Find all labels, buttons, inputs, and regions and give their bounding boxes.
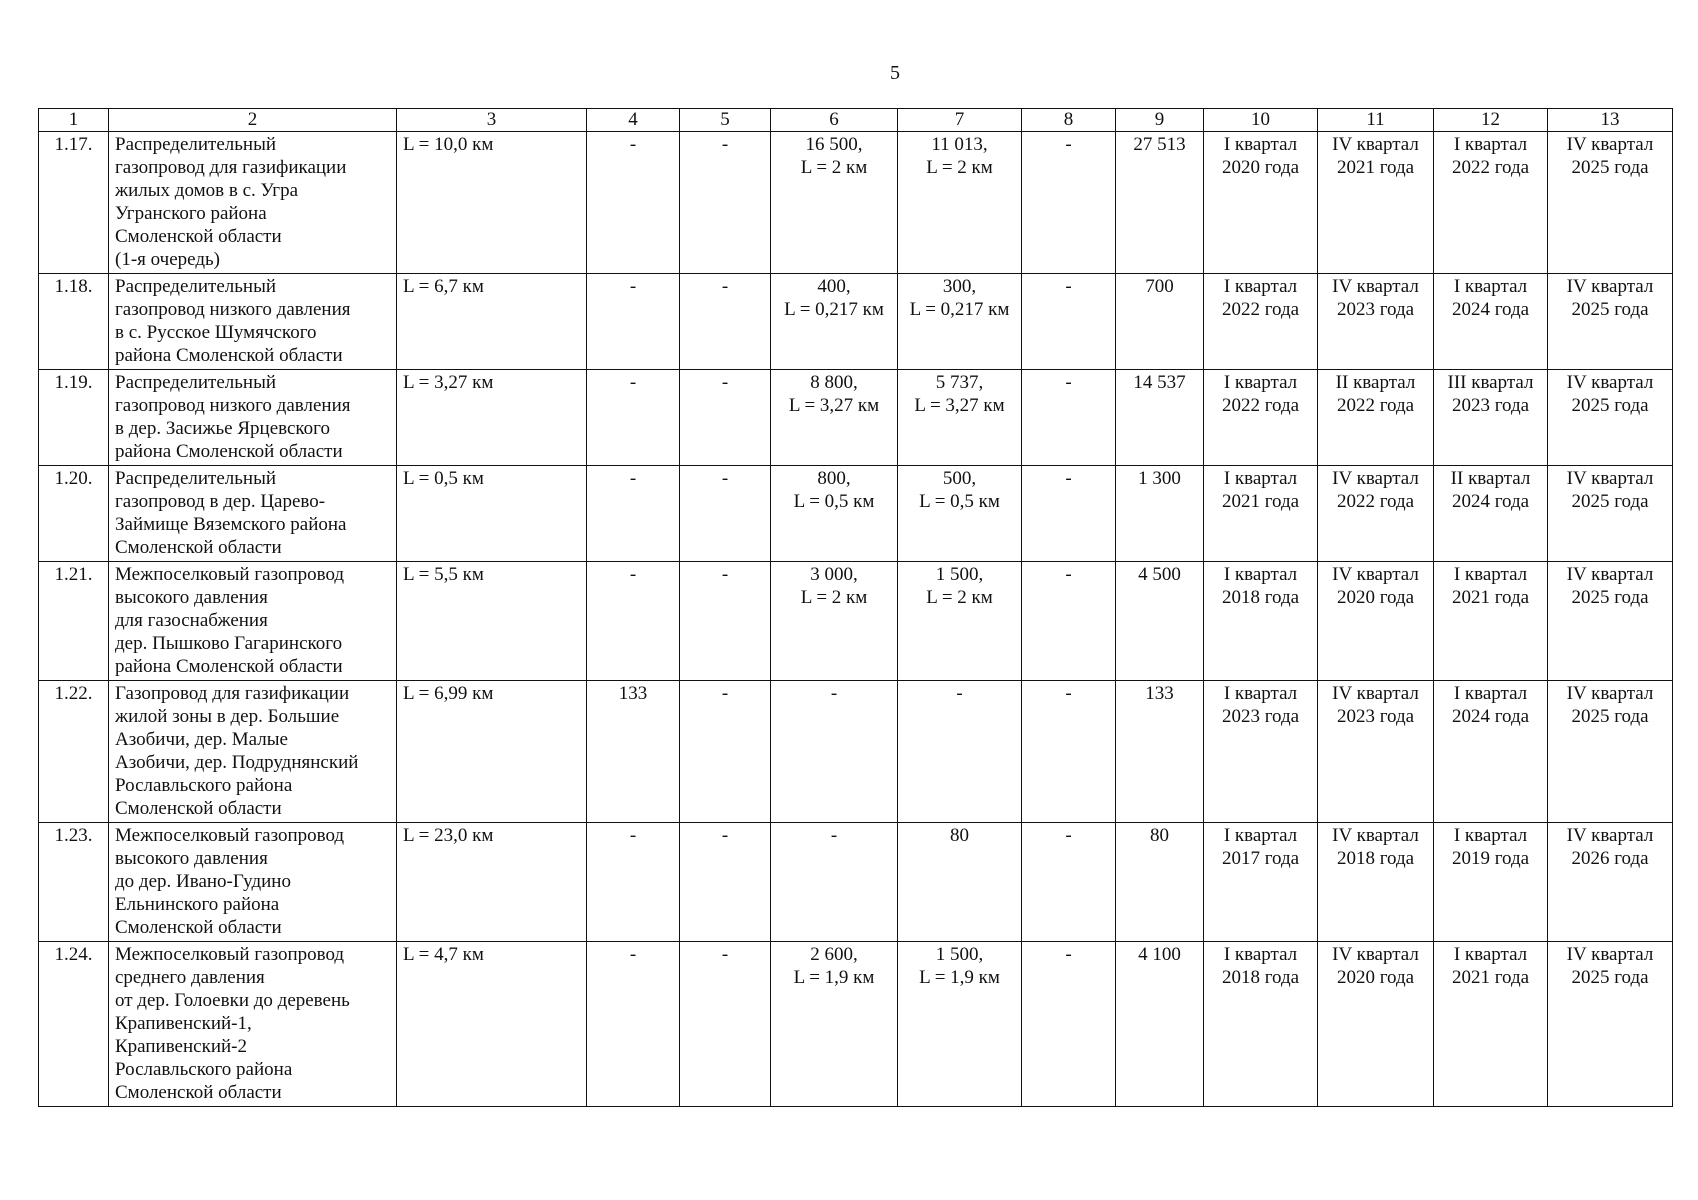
col-7-value-line: - [956, 683, 963, 704]
design-end [1318, 681, 1434, 823]
object-name [109, 823, 397, 942]
object-name-line: Займище Вяземского района [115, 514, 347, 535]
construction-end-line: 2025 года [1571, 967, 1649, 988]
col-4-value: - [587, 823, 680, 942]
object-name [109, 681, 397, 823]
object-name-line: от дер. Голоевки до деревень [115, 990, 350, 1011]
design-start-line: I квартал [1223, 825, 1298, 846]
construction-start-line: 2023 года [1451, 395, 1530, 416]
col-4-value: - [587, 274, 680, 370]
object-name-line: Распределительный [115, 468, 277, 489]
design-end-line: IV квартал [1332, 276, 1419, 297]
col-8-value: - [1022, 823, 1116, 942]
construction-end [1548, 466, 1673, 562]
row-number: 1.24. [39, 942, 109, 1107]
design-start-line: 2022 года [1221, 395, 1300, 416]
design-end [1318, 562, 1434, 681]
col-6-value [771, 681, 898, 823]
construction-start-line: I квартал [1453, 134, 1528, 155]
construction-end-line: IV квартал [1566, 683, 1654, 704]
row-number: 1.22. [39, 681, 109, 823]
col-7-value-line: 1 500, [935, 564, 984, 585]
object-name-line: района Смоленской области [115, 345, 343, 366]
col-8-value: - [1022, 274, 1116, 370]
object-name-line: для газоснабжения [115, 610, 268, 631]
table-row [39, 466, 1673, 562]
col-6-value-line: L = 0,5 км [793, 491, 875, 512]
object-name-line: Распределительный [115, 372, 277, 393]
construction-start-line: I квартал [1453, 564, 1528, 585]
construction-end-line: 2025 года [1571, 395, 1649, 416]
col-6-value-line: L = 1,9 км [793, 967, 875, 988]
construction-start [1434, 274, 1548, 370]
design-end-line: 2023 года [1336, 299, 1415, 320]
col-5-value: - [680, 823, 771, 942]
design-start-line: 2018 года [1221, 587, 1300, 608]
object-name-line: Распределительный [115, 134, 277, 155]
object-name-line: Угранского района [115, 203, 267, 224]
object-name-line: района Смоленской области [115, 441, 343, 462]
col-6-value [771, 823, 898, 942]
design-start-line: 2023 года [1221, 706, 1300, 727]
construction-start-line: 2024 года [1451, 706, 1530, 727]
col-7-value-line: 500, [942, 468, 977, 489]
object-name-line: Газопровод для газификации [115, 683, 350, 704]
table-row [39, 942, 1673, 1107]
construction-end-line: 2026 года [1571, 848, 1649, 869]
object-name [109, 942, 397, 1107]
design-start-line: I квартал [1223, 134, 1298, 155]
object-name-line: газопровод низкого давления [115, 395, 351, 416]
pipeline-length: L = 4,7 км [397, 942, 587, 1107]
col-7-value [898, 370, 1022, 466]
col-8-value: - [1022, 681, 1116, 823]
object-name-line: Азобичи, дер. Малые [115, 729, 288, 750]
construction-start [1434, 942, 1548, 1107]
pipeline-length: L = 6,7 км [397, 274, 587, 370]
construction-start-line: I квартал [1453, 944, 1528, 965]
object-name-line: Смоленской области [115, 1082, 282, 1103]
col-7-value [898, 562, 1022, 681]
col-7-value [898, 942, 1022, 1107]
col-6-value [771, 942, 898, 1107]
object-name [109, 132, 397, 274]
col-6-value-line: 8 800, [810, 372, 858, 393]
col-6-value-line: 800, [817, 468, 851, 489]
construction-start-line: 2021 года [1451, 967, 1530, 988]
col-7-value-line: 5 737, [935, 372, 984, 393]
col-5-value: - [680, 942, 771, 1107]
row-number: 1.18. [39, 274, 109, 370]
object-name-line: Распределительный [115, 276, 277, 297]
construction-end-line: IV квартал [1566, 276, 1654, 297]
col-4-value: - [587, 562, 680, 681]
object-name-line: Азобичи, дер. Подруднянский [115, 752, 359, 773]
col-6-value-line: - [830, 683, 838, 704]
column-number-row [39, 109, 1673, 132]
construction-end-line: IV квартал [1566, 372, 1654, 393]
object-name-line: дер. Пышково Гагаринского [115, 633, 343, 654]
col-7-value [898, 466, 1022, 562]
design-end-line: IV квартал [1332, 134, 1419, 155]
design-end-line: 2020 года [1336, 967, 1415, 988]
construction-start [1434, 466, 1548, 562]
pipeline-length: L = 6,99 км [397, 681, 587, 823]
object-name-line: района Смоленской области [115, 656, 343, 677]
pipeline-length: L = 3,27 км [397, 370, 587, 466]
col-7-value-line: 80 [950, 825, 969, 846]
object-name-line: Крапивенский-1, [115, 1013, 252, 1034]
construction-start [1434, 823, 1548, 942]
design-start [1204, 466, 1318, 562]
table-row [39, 681, 1673, 823]
construction-start [1434, 681, 1548, 823]
col-7-value [898, 132, 1022, 274]
col-8-value: - [1022, 132, 1116, 274]
design-start-line: I квартал [1223, 683, 1298, 704]
col-6-value [771, 562, 898, 681]
design-end-line: II квартал [1335, 372, 1416, 393]
object-name-line: газопровод низкого давления [115, 299, 351, 320]
design-end [1318, 274, 1434, 370]
design-start-line: 2018 года [1221, 967, 1300, 988]
object-name-line: Рославльского района [115, 1059, 293, 1080]
column-number-10: 10 [1204, 109, 1318, 132]
column-number-1: 1 [39, 109, 109, 132]
object-name-line: в с. Русское Шумячского [115, 322, 317, 343]
object-name-line: жилых домов в с. Угра [115, 180, 299, 201]
design-start-line: I квартал [1223, 944, 1298, 965]
design-end [1318, 370, 1434, 466]
table-row [39, 274, 1673, 370]
design-start [1204, 823, 1318, 942]
design-end-line: IV квартал [1332, 683, 1419, 704]
design-end-line: 2023 года [1336, 706, 1415, 727]
col-5-value: - [680, 466, 771, 562]
object-name-line: Рославльского района [115, 775, 293, 796]
col-6-value [771, 132, 898, 274]
col-8-value: - [1022, 942, 1116, 1107]
object-name-line: Смоленской области [115, 226, 282, 247]
page-number: 5 [890, 62, 900, 84]
col-8-value: - [1022, 562, 1116, 681]
total-value: 700 [1116, 274, 1204, 370]
pipeline-length: L = 0,5 км [397, 466, 587, 562]
construction-end [1548, 942, 1673, 1107]
col-6-value-line: 16 500, [805, 134, 863, 155]
object-name-line: Смоленской области [115, 917, 282, 938]
row-number: 1.17. [39, 132, 109, 274]
design-start [1204, 274, 1318, 370]
object-name-line: (1-я очередь) [115, 249, 220, 270]
table-body [39, 132, 1673, 1107]
design-end-line: IV квартал [1332, 944, 1419, 965]
pipeline-length: L = 23,0 км [397, 823, 587, 942]
design-end-line: 2022 года [1336, 491, 1415, 512]
object-name-line: жилой зоны в дер. Большие [115, 706, 340, 727]
design-start-line: 2017 года [1221, 848, 1300, 869]
col-6-value-line: 400, [817, 276, 851, 297]
total-value: 4 100 [1116, 942, 1204, 1107]
construction-start-line: I квартал [1453, 683, 1528, 704]
column-number-4: 4 [587, 109, 680, 132]
design-start [1204, 942, 1318, 1107]
object-name-line: до дер. Ивано-Гудино [115, 871, 291, 892]
col-7-value-line: L = 3,27 км [914, 395, 1005, 416]
construction-start [1434, 132, 1548, 274]
design-end-line: IV квартал [1332, 564, 1419, 585]
object-name-line: газопровод в дер. Царево- [115, 491, 326, 512]
construction-end [1548, 370, 1673, 466]
construction-end [1548, 274, 1673, 370]
column-number-7: 7 [898, 109, 1022, 132]
construction-end [1548, 823, 1673, 942]
object-name-line: Крапивенский-2 [115, 1036, 247, 1057]
col-7-value-line: 1 500, [935, 944, 984, 965]
column-number-8: 8 [1022, 109, 1116, 132]
design-end-line: 2020 года [1336, 587, 1415, 608]
object-name-line: газопровод для газификации [115, 157, 347, 178]
row-number: 1.23. [39, 823, 109, 942]
object-name-line: Межпоселковый газопровод [115, 564, 345, 585]
col-6-value [771, 370, 898, 466]
design-end [1318, 942, 1434, 1107]
construction-start-line: 2019 года [1451, 848, 1530, 869]
construction-start-line: 2024 года [1451, 491, 1530, 512]
construction-start-line: II квартал [1450, 468, 1531, 489]
design-end-line: IV квартал [1332, 825, 1419, 846]
col-7-value-line: L = 0,217 км [909, 299, 1010, 320]
design-end-line: 2021 года [1336, 157, 1415, 178]
column-number-5: 5 [680, 109, 771, 132]
col-5-value: - [680, 132, 771, 274]
construction-start-line: I квартал [1453, 276, 1528, 297]
column-number-2: 2 [109, 109, 397, 132]
object-name-line: Ельнинского района [115, 894, 280, 915]
object-name-line: Смоленской области [115, 537, 282, 558]
table-row [39, 823, 1673, 942]
row-number: 1.19. [39, 370, 109, 466]
column-number-6: 6 [771, 109, 898, 132]
total-value: 133 [1116, 681, 1204, 823]
col-5-value: - [680, 562, 771, 681]
object-name-line: Межпоселковый газопровод [115, 825, 345, 846]
design-start-line: 2021 года [1221, 491, 1300, 512]
col-6-value-line: L = 3,27 км [788, 395, 880, 416]
object-name-line: в дер. Засижье Ярцевского [115, 418, 331, 439]
construction-start-line: I квартал [1453, 825, 1528, 846]
col-4-value: 133 [587, 681, 680, 823]
design-start [1204, 681, 1318, 823]
column-number-13: 13 [1548, 109, 1673, 132]
construction-end [1548, 562, 1673, 681]
col-7-value-line: 11 013, [931, 134, 988, 155]
object-name [109, 562, 397, 681]
col-8-value: - [1022, 466, 1116, 562]
row-number: 1.21. [39, 562, 109, 681]
total-value: 14 537 [1116, 370, 1204, 466]
design-start-line: I квартал [1223, 372, 1298, 393]
col-4-value: - [587, 466, 680, 562]
construction-end-line: 2025 года [1571, 299, 1649, 320]
col-6-value [771, 466, 898, 562]
col-7-value-line: L = 0,5 км [919, 491, 1000, 512]
col-6-value-line: L = 2 км [800, 157, 868, 178]
construction-end-line: IV квартал [1566, 825, 1654, 846]
col-8-value: - [1022, 370, 1116, 466]
design-end-line: 2022 года [1336, 395, 1415, 416]
object-name-line: высокого давления [115, 848, 268, 869]
object-name [109, 370, 397, 466]
design-end [1318, 132, 1434, 274]
total-value: 80 [1116, 823, 1204, 942]
design-start [1204, 562, 1318, 681]
construction-end [1548, 132, 1673, 274]
design-start [1204, 132, 1318, 274]
col-4-value: - [587, 132, 680, 274]
construction-end-line: 2025 года [1571, 706, 1649, 727]
object-name [109, 466, 397, 562]
object-name [109, 274, 397, 370]
design-end-line: 2018 года [1336, 848, 1415, 869]
construction-end-line: IV квартал [1566, 134, 1654, 155]
column-number-11: 11 [1318, 109, 1434, 132]
col-6-value-line: L = 2 км [800, 587, 868, 608]
table-row [39, 562, 1673, 681]
col-6-value-line: 3 000, [810, 564, 858, 585]
construction-start-line: III квартал [1447, 372, 1534, 393]
col-6-value-line: L = 0,217 км [784, 299, 884, 320]
col-7-value [898, 823, 1022, 942]
col-6-value [771, 274, 898, 370]
pipeline-length: L = 5,5 км [397, 562, 587, 681]
col-4-value: - [587, 370, 680, 466]
construction-end-line: IV квартал [1566, 564, 1654, 585]
col-7-value [898, 681, 1022, 823]
object-name-line: высокого давления [115, 587, 268, 608]
construction-end [1548, 681, 1673, 823]
col-6-value-line: - [830, 825, 838, 846]
pipeline-length: L = 10,0 км [397, 132, 587, 274]
design-start [1204, 370, 1318, 466]
construction-end-line: IV квартал [1566, 468, 1654, 489]
column-number-3: 3 [397, 109, 587, 132]
total-value: 4 500 [1116, 562, 1204, 681]
object-name-line: Смоленской области [115, 798, 282, 819]
col-7-value-line: 300, [942, 276, 977, 297]
design-end [1318, 466, 1434, 562]
object-name-line: Межпоселковый газопровод [115, 944, 345, 965]
col-5-value: - [680, 274, 771, 370]
design-start-line: I квартал [1223, 276, 1298, 297]
col-7-value-line: L = 2 км [926, 587, 993, 608]
column-number-12: 12 [1434, 109, 1548, 132]
design-start-line: 2020 года [1221, 157, 1300, 178]
row-number: 1.20. [39, 466, 109, 562]
construction-start-line: 2024 года [1451, 299, 1530, 320]
column-number-9: 9 [1116, 109, 1204, 132]
total-value: 27 513 [1116, 132, 1204, 274]
construction-end-line: 2025 года [1571, 157, 1649, 178]
col-5-value: - [680, 681, 771, 823]
design-start-line: 2022 года [1221, 299, 1300, 320]
col-7-value-line: L = 2 км [926, 157, 993, 178]
construction-start [1434, 562, 1548, 681]
construction-end-line: IV квартал [1566, 944, 1654, 965]
col-4-value: - [587, 942, 680, 1107]
construction-start [1434, 370, 1548, 466]
construction-end-line: 2025 года [1571, 587, 1649, 608]
design-start-line: I квартал [1223, 468, 1298, 489]
design-end-line: IV квартал [1332, 468, 1419, 489]
gas-pipeline-table [38, 108, 1673, 1107]
col-5-value: - [680, 370, 771, 466]
construction-start-line: 2021 года [1451, 587, 1530, 608]
table-row [39, 132, 1673, 274]
col-7-value [898, 274, 1022, 370]
col-7-value-line: L = 1,9 км [919, 967, 1000, 988]
construction-start-line: 2022 года [1451, 157, 1530, 178]
design-end [1318, 823, 1434, 942]
construction-end-line: 2025 года [1571, 491, 1649, 512]
table-row [39, 370, 1673, 466]
total-value: 1 300 [1116, 466, 1204, 562]
design-start-line: I квартал [1223, 564, 1298, 585]
object-name-line: среднего давления [115, 967, 265, 988]
col-6-value-line: 2 600, [810, 944, 858, 965]
